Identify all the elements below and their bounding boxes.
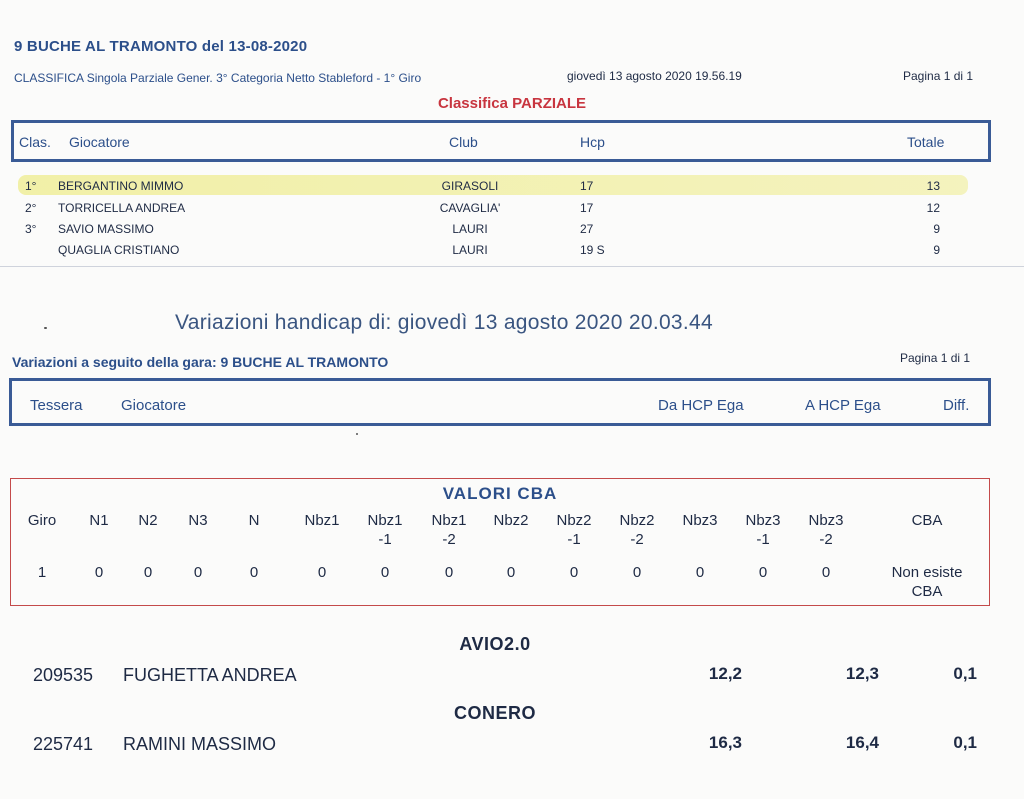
cba-value: 0 xyxy=(380,564,390,581)
player-hcp: 19 S xyxy=(580,243,605,257)
page-indicator: Pagina 1 di 1 xyxy=(903,69,974,83)
cba-header: Giro xyxy=(27,512,57,529)
player-name: RAMINI MASSIMO xyxy=(123,734,277,754)
player-club: CAVAGLIA' xyxy=(439,201,501,215)
cba-header: Nbz3 -1 xyxy=(745,512,781,548)
cba-header: Nbz3 xyxy=(682,512,718,529)
player-name: SAVIO MASSIMO xyxy=(58,222,154,236)
col-club: Club xyxy=(449,134,478,150)
report-subtitle: CLASSIFICA Singola Parziale Gener. 3° Categoria Netto Stableford - 1° Giro xyxy=(14,71,422,85)
player-total: 9 xyxy=(933,243,940,257)
cba-header: Nbz2 -1 xyxy=(556,512,592,548)
player-club: GIRASOLI xyxy=(441,179,499,193)
col-giocatore: Giocatore xyxy=(69,134,130,150)
report-datetime: giovedì 13 agosto 2020 19.56.19 xyxy=(567,69,742,83)
variazioni-header-box xyxy=(9,378,991,426)
hcp-from: 16,3 xyxy=(708,733,742,752)
scan-speck xyxy=(44,327,47,329)
col-totale: Totale xyxy=(907,134,945,150)
player-name: FUGHETTA ANDREA xyxy=(123,665,297,685)
col-clas: Clas. xyxy=(19,134,51,150)
cba-header: Nbz1 xyxy=(304,512,340,529)
player-hcp: 27 xyxy=(580,222,594,236)
player-hcp: 17 xyxy=(580,201,594,215)
cba-value: 1 xyxy=(37,564,47,581)
table-row xyxy=(0,240,1024,260)
cba-value: 0 xyxy=(506,564,516,581)
cba-value: 0 xyxy=(444,564,454,581)
hcp-to: 16,4 xyxy=(845,733,879,752)
cba-header: Nbz1 -1 xyxy=(367,512,403,548)
cba-header: N xyxy=(248,512,260,529)
variazioni-title: Variazioni a seguito della gara: 9 BUCHE AL TRAMONTO xyxy=(12,354,389,370)
report-title: 9 BUCHE AL TRAMONTO del 13-08-2020 xyxy=(14,38,308,55)
cba-header: Nbz2 -2 xyxy=(619,512,655,548)
table-row xyxy=(0,198,1024,218)
rank: 3° xyxy=(25,222,37,236)
player-name: TORRICELLA ANDREA xyxy=(58,201,186,215)
cba-value: 0 xyxy=(758,564,768,581)
col-da-hcp: Da HCP Ega xyxy=(658,397,744,414)
player-tessera: 209535 xyxy=(33,665,94,685)
table-row xyxy=(0,219,1024,239)
player-name: BERGANTINO MIMMO xyxy=(58,179,184,193)
player-tessera: 225741 xyxy=(33,734,94,754)
hcp-diff: 0,1 xyxy=(953,664,977,683)
player-total: 9 xyxy=(933,222,940,236)
cba-header: Nbz3 -2 xyxy=(808,512,844,548)
cba-value: 0 xyxy=(632,564,642,581)
scan-speck xyxy=(356,433,358,435)
player-club: LAURI xyxy=(452,222,488,236)
col-a-hcp: A HCP Ega xyxy=(805,397,881,414)
col-giocatore: Giocatore xyxy=(121,397,187,414)
cba-value: 0 xyxy=(821,564,831,581)
col-diff: Diff. xyxy=(943,397,970,414)
cba-value: 0 xyxy=(249,564,259,581)
col-tessera: Tessera xyxy=(30,397,83,414)
cba-header: N1 xyxy=(89,512,109,529)
club-heading: AVIO2.0 xyxy=(459,634,531,654)
hcp-from: 12,2 xyxy=(708,664,742,683)
cba-title: VALORI CBA xyxy=(442,484,558,503)
hcp-diff: 0,1 xyxy=(953,733,977,752)
section-divider xyxy=(0,266,1024,267)
cba-header: N3 xyxy=(188,512,208,529)
club-heading: CONERO xyxy=(453,703,536,723)
player-club: LAURI xyxy=(452,243,488,257)
cba-value: 0 xyxy=(143,564,153,581)
player-total: 13 xyxy=(926,179,940,193)
cba-header: N2 xyxy=(138,512,158,529)
cba-value: 0 xyxy=(317,564,327,581)
cba-value: 0 xyxy=(695,564,705,581)
hcp-to: 12,3 xyxy=(845,664,879,683)
page-indicator: Pagina 1 di 1 xyxy=(900,351,971,365)
rank: 1° xyxy=(25,179,37,193)
cba-header: Nbz1 -2 xyxy=(431,512,467,548)
rank: 2° xyxy=(25,201,37,215)
cba-value: 0 xyxy=(193,564,203,581)
cba-value: Non esiste CBA xyxy=(891,564,963,600)
classifica-header-box xyxy=(11,120,991,162)
col-hcp: Hcp xyxy=(580,134,605,150)
classifica-title: Classifica PARZIALE xyxy=(437,95,587,112)
table-row xyxy=(0,176,1024,196)
cba-header: CBA xyxy=(911,512,943,529)
player-hcp: 17 xyxy=(580,179,594,193)
player-total: 12 xyxy=(926,201,940,215)
cba-header: Nbz2 xyxy=(493,512,529,529)
variazioni-heading: Variazioni handicap di: giovedì 13 agosto 2020 20.03.44 xyxy=(175,311,714,334)
cba-value: 0 xyxy=(569,564,579,581)
cba-value: 0 xyxy=(94,564,104,581)
player-name: QUAGLIA CRISTIANO xyxy=(58,243,180,257)
